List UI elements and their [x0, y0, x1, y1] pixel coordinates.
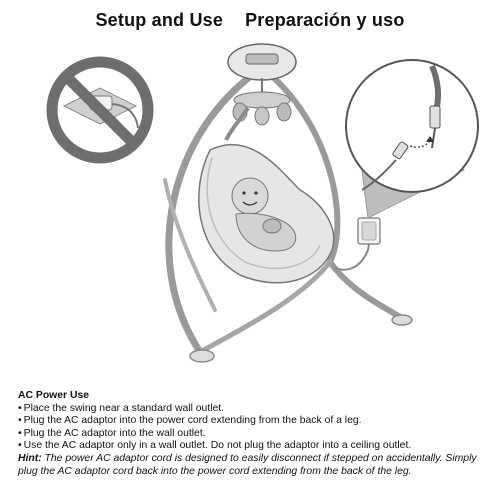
setup-illustration	[0, 36, 500, 381]
instruction-item: • Plug the AC adaptor into the wall outlet.	[18, 428, 488, 441]
title-spanish: Preparación y uso	[245, 10, 405, 30]
hint-paragraph	[18, 453, 488, 478]
instruction-item: • Place the swing near a standard wall outlet.	[18, 403, 488, 416]
motor-housing	[228, 44, 296, 80]
page-title	[0, 10, 500, 31]
title-english: Setup and Use	[95, 10, 224, 30]
wall-outlet-icon	[358, 218, 380, 244]
plug-closeup-icon	[346, 60, 478, 192]
no-ceiling-outlet-icon	[52, 62, 148, 158]
instruction-item: • Use the AC adaptor only in a wall outlet. Do not plug the adaptor into a ceiling outlet.	[18, 440, 488, 453]
instruction-item: • Plug the AC adaptor into the power cord extending from the back of a leg.	[18, 415, 488, 428]
swing-seat	[199, 145, 334, 283]
section-heading: AC Power Use	[18, 390, 90, 401]
hint-label: Hint:	[18, 452, 42, 464]
instructions-block	[18, 390, 488, 478]
hint-text: The power AC adaptor cord is designed to easily disconnect if stepped on accidentally. Simply plug the AC adaptor cord back into the power cord extending from the back of the leg.	[18, 452, 477, 477]
